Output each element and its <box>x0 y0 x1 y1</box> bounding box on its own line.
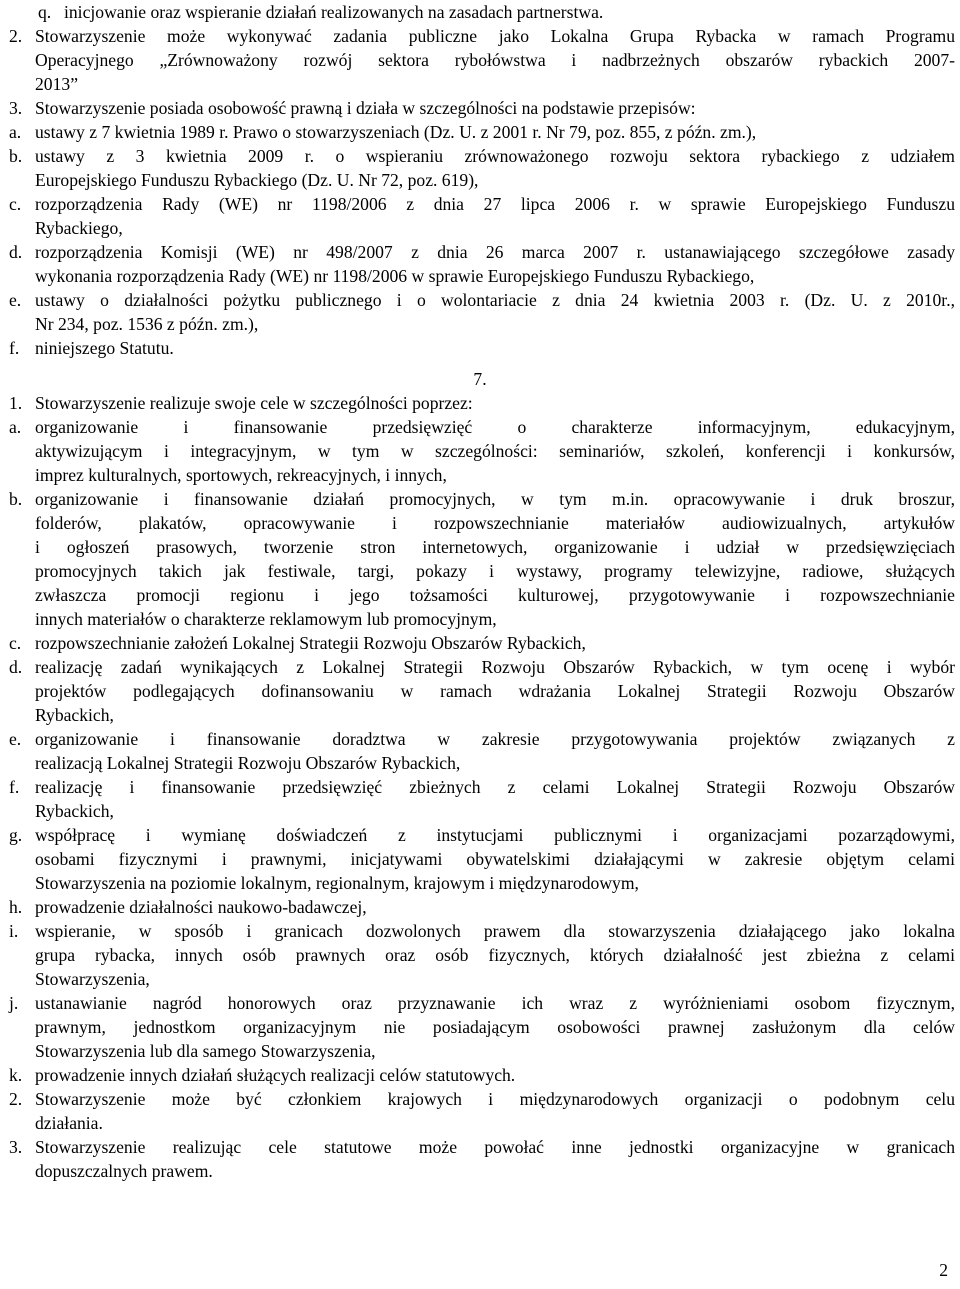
list-item-b-cont <box>35 168 955 192</box>
list-text: Rybackich, <box>35 801 114 821</box>
paragraph-3 <box>9 96 955 120</box>
list-label: g. <box>9 825 23 845</box>
paragraph-number: 3. <box>9 1137 23 1157</box>
list-text: zwłaszcza promocji regionu i jego tożsamości kulturowej, przygotowywanie i rozpowszechnianie <box>35 585 955 605</box>
list-text: Rybackiego, <box>35 218 123 238</box>
list-text: organizowanie i finansowanie działań promocyjnych, w tym m.in. opracowywanie i druk broszur, <box>35 489 955 509</box>
list-text: aktywizującym i integracyjnym, w tym w szczególności: seminariów, szkoleń, konferencji i konkursów, <box>35 441 955 461</box>
list-item-q <box>38 0 955 24</box>
list-text: osobami fizycznymi i prawnymi, inicjatywami obywatelskimi działającymi w zakresie objętym celami <box>35 849 955 869</box>
paragraph-text: dopuszczalnych prawem. <box>35 1161 213 1181</box>
list-item-d-cont <box>35 703 955 727</box>
list-text: ustawy z 3 kwietnia 2009 r. o wspieraniu zrównoważonego rozwoju sektora rybackiego z udziałem <box>35 146 955 166</box>
paragraph-text: działania. <box>35 1113 103 1133</box>
list-text: organizowanie i finansowanie przedsięwzięć o charakterze informacyjnym, edukacyjnym, <box>35 417 955 437</box>
list-item-f-cont <box>35 799 955 823</box>
list-text: inicjowanie oraz wspieranie działań realizowanych na zasadach partnerstwa. <box>64 2 604 22</box>
list-label: f. <box>9 338 20 358</box>
section-heading: 7. <box>473 369 487 389</box>
paragraph-text: Stowarzyszenie realizując cele statutowe może powołać inne jednostki organizacyjne w granicach <box>35 1137 955 1157</box>
list-item-j-cont <box>35 1039 955 1063</box>
list-label: a. <box>9 417 22 437</box>
list-item-j <box>9 991 955 1015</box>
paragraph-2-line-2 <box>35 48 955 72</box>
paragraph-text: Stowarzyszenie posiada osobowość prawną i działa w szczególności na podstawie przepisów: <box>35 98 696 118</box>
paragraph-text: Stowarzyszenie może być członkiem krajowych i międzynarodowych organizacji o podobnym celu <box>35 1089 955 1109</box>
list-item-g <box>9 823 955 847</box>
list-label: b. <box>9 146 23 166</box>
list-item-h <box>9 895 955 919</box>
list-label: e. <box>9 729 22 749</box>
list-text: prowadzenie działalności naukowo-badawczej, <box>35 897 367 917</box>
list-item-d <box>9 655 955 679</box>
list-text: Stowarzyszenia na poziomie lokalnym, regionalnym, krajowym i międzynarodowym, <box>35 873 639 893</box>
list-label: q. <box>38 2 52 22</box>
list-text: współpracę i wymianę doświadczeń z instytucjami publicznymi i organizacjami pozarządowymi, <box>35 825 955 845</box>
paragraph-text: Stowarzyszenie realizuje swoje cele w szczególności poprzez: <box>35 393 473 413</box>
list-label: i. <box>9 921 19 941</box>
section-7-paragraph-1 <box>9 391 955 415</box>
list-item-j-cont <box>35 1015 955 1039</box>
list-item-f <box>9 336 955 360</box>
list-text: innych materiałów o charakterze reklamowym lub promocyjnym, <box>35 609 497 629</box>
list-item-c <box>9 631 955 655</box>
list-text: Stowarzyszenia lub dla samego Stowarzyszenia, <box>35 1041 376 1061</box>
list-label: h. <box>9 897 23 917</box>
list-item-e-cont <box>35 312 955 336</box>
list-text: imprez kulturalnych, sportowych, rekreacyjnych, i innych, <box>35 465 447 485</box>
list-text: rozporządzenia Rady (WE) nr 1198/2006 z dnia 27 lipca 2006 r. w sprawie Europejskiego Funduszu <box>35 194 955 214</box>
page-number: 2 <box>939 1260 948 1280</box>
list-label: k. <box>9 1065 23 1085</box>
list-item-g-cont <box>35 847 955 871</box>
list-item-g-cont <box>35 871 955 895</box>
list-item-i-cont <box>35 967 955 991</box>
list-item-e <box>9 288 955 312</box>
list-text: i ogłoszeń prasowych, tworzenie stron internetowych, organizowanie i udział w przedsięwzięciach <box>35 537 955 557</box>
list-label: a. <box>9 122 22 142</box>
list-item-f <box>9 775 955 799</box>
paragraph-text: Operacyjnego „Zrównoważony rozwój sektora rybołówstwa i nadbrzeżnych obszarów rybackich 2007- <box>35 50 955 70</box>
list-text: projektów podlegających dofinansowaniu w ramach wdrażania Lokalnej Strategii Rozwoju Obszarów <box>35 681 955 701</box>
list-label: j. <box>9 993 19 1013</box>
list-text: realizacją Lokalnej Strategii Rozwoju Obszarów Rybackich, <box>35 753 461 773</box>
list-text: rozporządzenia Komisji (WE) nr 498/2007 z dnia 26 marca 2007 r. ustanawiającego szczegółowe zasady <box>35 242 955 262</box>
paragraph-number: 1. <box>9 393 23 413</box>
section-7-paragraph-3 <box>9 1135 955 1159</box>
list-item-b <box>9 144 955 168</box>
list-text: Rybackich, <box>35 705 114 725</box>
list-label: b. <box>9 489 23 509</box>
list-item-i-cont <box>35 943 955 967</box>
list-label: d. <box>9 242 23 262</box>
list-text: wykonania rozporządzenia Rady (WE) nr 1198/2006 w sprawie Europejskiego Funduszu Rybackiego, <box>35 266 755 286</box>
list-label: e. <box>9 290 22 310</box>
list-text: realizację i finansowanie przedsięwzięć zbieżnych z celami Lokalnej Strategii Rozwoju Obszarów <box>35 777 955 797</box>
list-item-b-cont <box>35 559 955 583</box>
list-item-c <box>9 192 955 216</box>
paragraph-2-line-1 <box>9 24 955 48</box>
list-text: wspieranie, w sposób i granicach dozwolonych prawem dla stowarzyszenia działającego jako lokalna <box>35 921 955 941</box>
list-item-k <box>9 1063 955 1087</box>
list-item-b-cont <box>35 511 955 535</box>
list-text: ustanawianie nagród honorowych oraz przyznawanie ich wraz z wyróżnieniami osobom fizycznym, <box>35 993 955 1013</box>
list-text: grupa rybacka, innych osób prawnych oraz osób fizycznych, których działalność jest zbieżna z celami <box>35 945 955 965</box>
list-item-c-cont <box>35 216 955 240</box>
list-label: f. <box>9 777 20 797</box>
list-text: Stowarzyszenia, <box>35 969 150 989</box>
list-item-i <box>9 919 955 943</box>
list-item-d-cont <box>35 264 955 288</box>
paragraph-text: Stowarzyszenie może wykonywać zadania publiczne jako Lokalna Grupa Rybacka w ramach Programu <box>35 26 955 46</box>
list-text: prowadzenie innych działań służących realizacji celów statutowych. <box>35 1065 516 1085</box>
list-item-e <box>9 727 955 751</box>
list-text: Europejskiego Funduszu Rybackiego (Dz. U. Nr 72, poz. 619), <box>35 170 479 190</box>
paragraph-number: 2. <box>9 26 23 46</box>
paragraph-number: 2. <box>9 1089 23 1109</box>
list-text: prawnym, jednostkom organizacyjnym nie posiadającym osobowości prawnej zasłużonym dla celów <box>35 1017 955 1037</box>
list-item-e-cont <box>35 751 955 775</box>
section-7-paragraph-2-cont <box>35 1111 955 1135</box>
list-text: rozpowszechnianie założeń Lokalnej Strategii Rozwoju Obszarów Rybackich, <box>35 633 586 653</box>
list-item-d-cont <box>35 679 955 703</box>
list-item-b-cont <box>35 583 955 607</box>
list-text: realizację zadań wynikających z Lokalnej Strategii Rozwoju Obszarów Rybackich, w tym ocenę i wybór <box>35 657 955 677</box>
list-text: promocyjnych takich jak festiwale, targi, pokazy i wystawy, programy telewizyjne, radiowe, służących <box>35 561 955 581</box>
paragraph-number: 3. <box>9 98 23 118</box>
section-7-paragraph-3-cont <box>35 1159 955 1183</box>
list-item-a-cont <box>35 463 955 487</box>
list-label: d. <box>9 657 23 677</box>
section-7-paragraph-2 <box>9 1087 955 1111</box>
list-item-b-cont <box>35 607 955 631</box>
list-text: Nr 234, poz. 1536 z późn. zm.), <box>35 314 259 334</box>
list-label: c. <box>9 194 22 214</box>
list-item-b-cont <box>35 535 955 559</box>
list-text: niniejszego Statutu. <box>35 338 174 358</box>
list-item-b <box>9 487 955 511</box>
list-label: c. <box>9 633 22 653</box>
list-item-a-cont <box>35 439 955 463</box>
list-text: folderów, plakatów, opracowywanie i rozpowszechnianie materiałów audiowizualnych, artykułów <box>35 513 955 533</box>
list-text: ustawy z 7 kwietnia 1989 r. Prawo o stowarzyszeniach (Dz. U. z 2001 r. Nr 79, poz. 855, z późn. zm.), <box>35 122 757 142</box>
paragraph-text: 2013” <box>35 74 78 94</box>
list-text: organizowanie i finansowanie doradztwa w zakresie przygotowywania projektów związanych z <box>35 729 955 749</box>
list-text: ustawy o działalności pożytku publicznego i o wolontariacie z dnia 24 kwietnia 2003 r. (Dz. U. z 2010r., <box>35 290 955 310</box>
paragraph-2-line-3 <box>35 72 955 96</box>
list-item-a <box>9 120 955 144</box>
list-item-d <box>9 240 955 264</box>
list-item-a <box>9 415 955 439</box>
